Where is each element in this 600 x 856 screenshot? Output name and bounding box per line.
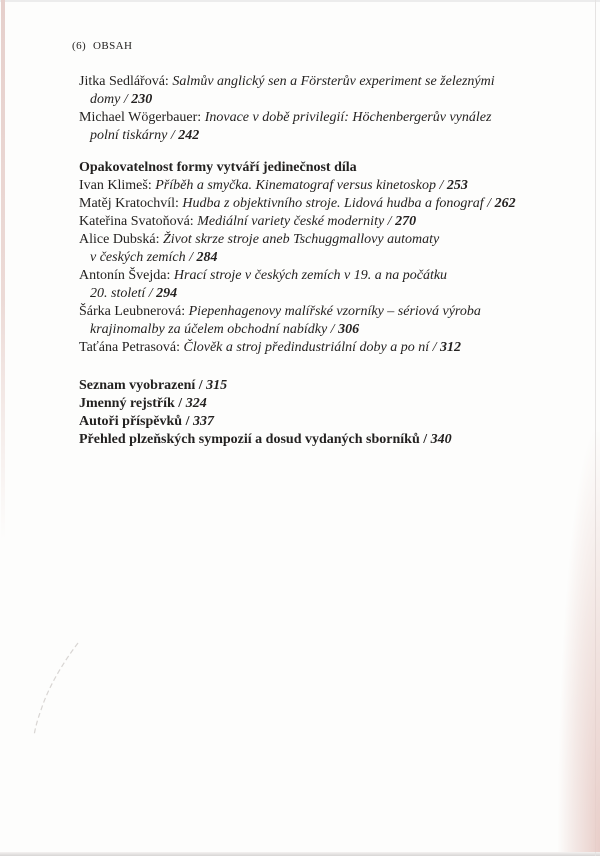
- author-name: Jitka Sedlářová:: [79, 74, 173, 89]
- page-number: 337: [192, 414, 214, 429]
- page-separator: /: [195, 378, 207, 393]
- author-name: Matěj Kratochvíl:: [79, 196, 183, 211]
- page-separator: /: [185, 250, 197, 265]
- entry-line: [79, 73, 573, 91]
- page-number: 324: [185, 396, 207, 411]
- toc-entry: [79, 109, 573, 145]
- entry-line: [79, 127, 573, 145]
- entry-line: [79, 321, 573, 339]
- work-title: krajinomalby za účelem obchodní nabídky: [90, 322, 328, 337]
- entry-line: [79, 303, 573, 321]
- running-head: [72, 40, 132, 52]
- page-separator: /: [429, 340, 441, 355]
- author-name: Taťána Petrasová:: [79, 340, 184, 355]
- scan-edge-right-pink: [558, 432, 600, 852]
- page-separator: /: [483, 196, 495, 211]
- page-number: 230: [131, 92, 153, 107]
- toc-entry: [79, 195, 573, 213]
- page-number: 315: [206, 378, 228, 393]
- toc-entry: [79, 267, 573, 303]
- entry-line: [79, 285, 573, 303]
- entry-line: [79, 267, 573, 285]
- work-title: polní tiskárny: [90, 128, 168, 143]
- entry-line: [79, 109, 573, 127]
- page-separator: /: [419, 432, 431, 447]
- page-folio: (6): [72, 40, 87, 52]
- backmatter-item: [79, 431, 573, 449]
- work-title: Mediální variety české modernity: [197, 214, 385, 229]
- table-of-contents: [79, 73, 573, 449]
- author-name: Kateřina Svatoňová:: [79, 214, 198, 229]
- toc-entry: [79, 177, 573, 195]
- backmatter-item: [79, 413, 573, 431]
- entry-line: [79, 195, 573, 213]
- toc-entry: [79, 339, 573, 357]
- toc-entry: [79, 213, 573, 231]
- backmatter-item: [79, 395, 573, 413]
- backmatter-list: [79, 377, 573, 449]
- author-name: Alice Dubská:: [79, 232, 163, 247]
- backmatter-label: Autoři příspěvků: [79, 414, 183, 429]
- page-number: 294: [156, 286, 178, 301]
- work-title: Hudba z objektivního stroje. Lidová hudba a fonograf: [182, 196, 484, 211]
- page-separator: /: [384, 214, 396, 229]
- page-number: 253: [446, 178, 468, 193]
- section-heading: Opakovatelnost formy vytváří jedinečnost díla: [79, 160, 357, 175]
- work-title: Piepenhagenovy malířské vzorníky – sériová výroba: [188, 304, 481, 319]
- page-number: 306: [338, 322, 360, 337]
- running-head-label: OBSAH: [93, 40, 133, 52]
- backmatter-label: Jmenný rejstřík: [79, 396, 175, 411]
- author-name: Ivan Klimeš:: [79, 178, 156, 193]
- scan-edge-left: [1, 0, 5, 540]
- page-number: 312: [440, 340, 462, 355]
- author-name: Šárka Leubnerová:: [79, 304, 189, 319]
- entry-line: [79, 91, 573, 109]
- work-title: Hrací stroje v českých zemích v 19. a na počátku: [173, 268, 448, 283]
- work-title: v českých zemích: [90, 250, 186, 265]
- page-number: 284: [196, 250, 218, 265]
- backmatter-label: Přehled plzeňských sympozií a dosud vydaných sborníků: [79, 432, 420, 447]
- entry-line: [79, 177, 573, 195]
- work-title: Život skrze stroje aneb Tschuggmallovy automaty: [162, 232, 440, 247]
- page-separator: /: [120, 92, 132, 107]
- page-separator: /: [327, 322, 339, 337]
- author-name: Antonín Švejda:: [79, 268, 174, 283]
- page-separator: /: [182, 414, 193, 429]
- entry-line: [79, 339, 573, 357]
- backmatter-label: Seznam vyobrazení: [79, 378, 196, 393]
- backmatter-item: [79, 377, 573, 395]
- scan-edge-top: [0, 0, 600, 2]
- page-number: 340: [430, 432, 452, 447]
- work-title: 20. století: [90, 286, 146, 301]
- page-separator: /: [145, 286, 157, 301]
- author-name: Michael Wögerbauer:: [79, 110, 205, 125]
- work-title: Salmův anglický sen a Försterův experiment se železnými: [172, 74, 495, 89]
- page-number: 242: [178, 128, 200, 143]
- page-number: 262: [494, 196, 516, 211]
- toc-entry: [79, 73, 573, 109]
- work-title: Inovace v době privilegií: Höchenbergerův vynález: [204, 110, 492, 125]
- work-title: Člověk a stroj předindustriální doby a po ní: [183, 340, 430, 355]
- toc-entry: [79, 231, 573, 267]
- entry-line: [79, 249, 573, 267]
- page-separator: /: [435, 178, 447, 193]
- entry-line: [79, 213, 573, 231]
- page-number: 270: [395, 214, 417, 229]
- toc-entry: [79, 303, 573, 339]
- entry-line: [79, 231, 573, 249]
- work-title: domy: [90, 92, 121, 107]
- scan-edge-bottom: [0, 852, 600, 856]
- page-separator: /: [174, 396, 186, 411]
- page-separator: /: [167, 128, 179, 143]
- work-title: Příběh a smyčka. Kinematograf versus kinetoskop: [155, 178, 436, 193]
